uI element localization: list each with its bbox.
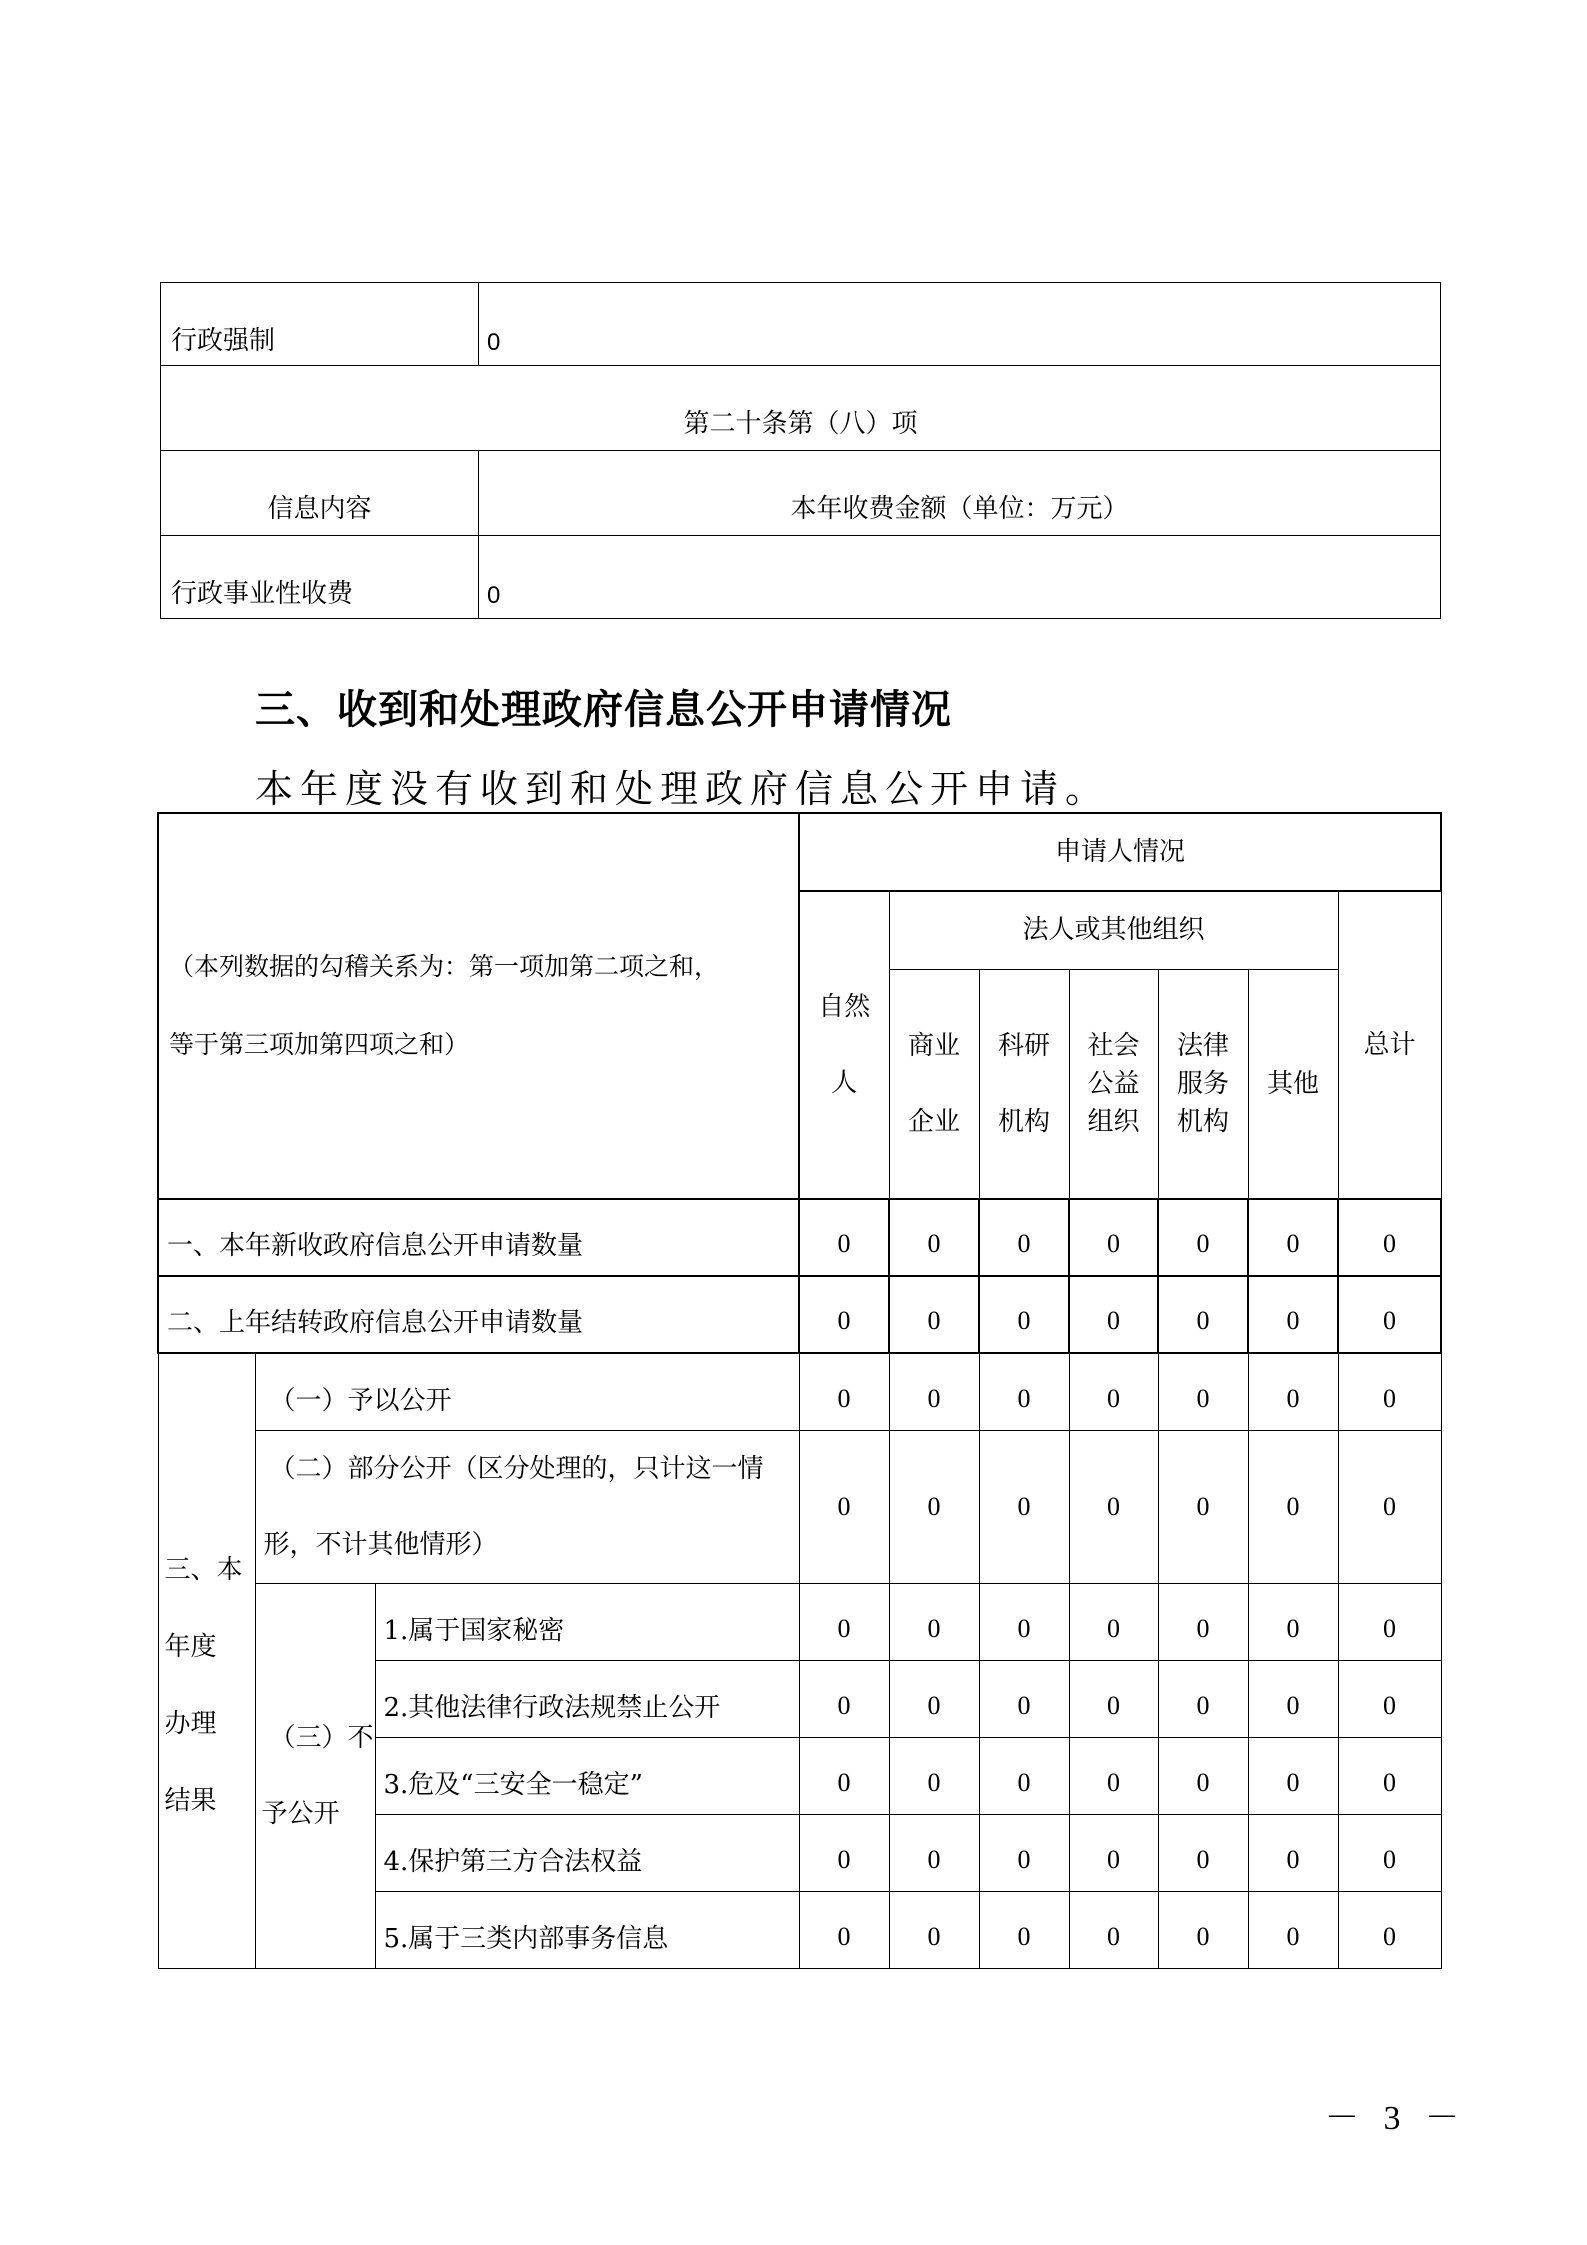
cell-value: 0 (1069, 1353, 1158, 1430)
natural-person-header (799, 891, 889, 1199)
legal-col-business (889, 969, 979, 1199)
section-heading: 三、收到和处理政府信息公开申请情况 (255, 687, 952, 733)
cell-value: 0 (889, 1660, 979, 1737)
note-line-2: 等于第三项加第四项之和） (169, 1030, 470, 1059)
cell-value: 0 (1069, 1583, 1158, 1660)
fee-table (160, 282, 1441, 619)
cell-value: 0 (1158, 1430, 1248, 1583)
cell-value: 0 (979, 1814, 1069, 1891)
row-label: 行政事业性收费 (161, 536, 479, 619)
group-line: （三）不 (269, 1722, 374, 1753)
cell-value: 0 (1158, 1353, 1248, 1430)
header-line: 机构 (998, 1106, 1051, 1137)
cell-value: 0 (979, 1430, 1069, 1583)
header-content: 信息内容 (161, 451, 479, 536)
cell-value: 0 (889, 1276, 979, 1353)
group-line: 办理 (164, 1709, 217, 1739)
cell-value: 0 (1338, 1660, 1441, 1737)
group-line: 三、本 (164, 1555, 243, 1585)
cell-value: 0 (1248, 1583, 1338, 1660)
not-disclosed-group-label (255, 1583, 375, 1968)
table-header-row (161, 451, 1441, 536)
applicant-header: 申请人情况 (799, 813, 1441, 891)
row-label: 4.保护第三方合法权益 (375, 1814, 799, 1891)
cell-value: 0 (1248, 1353, 1338, 1430)
cell-value: 0 (1158, 1276, 1248, 1353)
cell-value: 0 (1069, 1737, 1158, 1814)
cell-value: 0 (799, 1276, 889, 1353)
cell-value: 0 (1248, 1737, 1338, 1814)
note-line-1: （本列数据的勾稽关系为：第一项加第二项之和， (169, 952, 720, 981)
header-line: 机构 (1177, 1106, 1230, 1137)
header-line: 公益 (1087, 1068, 1140, 1099)
cell-value: 0 (1248, 1276, 1338, 1353)
page-number: － 3 － (1325, 2100, 1467, 2137)
header-line: 自然 (818, 992, 871, 1022)
cell-value: 0 (889, 1814, 979, 1891)
cell-value: 0 (1069, 1660, 1158, 1737)
cell-value: 0 (1338, 1199, 1441, 1276)
table-row (158, 1583, 1441, 1660)
header-line: 服务 (1177, 1068, 1230, 1099)
cell-value: 0 (1248, 1199, 1338, 1276)
cell-value: 0 (1248, 1814, 1338, 1891)
row-label: 5.属于三类内部事务信息 (375, 1891, 799, 1968)
total-header: 总计 (1338, 891, 1441, 1199)
row-label: 3.危及“三安全一稳定” (375, 1737, 799, 1814)
cell-value: 0 (889, 1737, 979, 1814)
cell-value: 0 (979, 1660, 1069, 1737)
row-value: 0 (479, 283, 1441, 366)
cell-value: 0 (799, 1660, 889, 1737)
section-summary: 本年度没有收到和处理政府信息公开申请。 (255, 767, 1111, 811)
cell-value: 0 (1248, 1891, 1338, 1968)
cell-value: 0 (979, 1199, 1069, 1276)
cell-value: 0 (799, 1430, 889, 1583)
legal-header: 法人或其他组织 (889, 891, 1338, 969)
row-label: 1.属于国家秘密 (375, 1583, 799, 1660)
legal-col-research (979, 969, 1069, 1199)
cell-value: 0 (889, 1199, 979, 1276)
cell-value: 0 (799, 1353, 889, 1430)
label-line: （二）部分公开（区分处理的，只计这一情 (269, 1453, 764, 1484)
cell-value: 0 (889, 1430, 979, 1583)
cell-value: 0 (1158, 1737, 1248, 1814)
cell-value: 0 (1338, 1814, 1441, 1891)
cell-value: 0 (1248, 1660, 1338, 1737)
row-label: （一）予以公开 (255, 1353, 799, 1430)
cell-value: 0 (889, 1891, 979, 1968)
cell-value: 0 (979, 1737, 1069, 1814)
cell-value: 0 (799, 1737, 889, 1814)
cell-value: 0 (889, 1353, 979, 1430)
cell-value: 0 (1248, 1430, 1338, 1583)
cell-value: 0 (1338, 1430, 1441, 1583)
cell-value: 0 (1338, 1737, 1441, 1814)
row-label: 2.其他法律行政法规禁止公开 (375, 1660, 799, 1737)
row-label: 二、上年结转政府信息公开申请数量 (158, 1276, 799, 1353)
table-row (158, 1199, 1441, 1276)
legal-col-legal-service (1158, 969, 1248, 1199)
cell-value: 0 (1069, 1276, 1158, 1353)
header-line: 社会 (1087, 1030, 1140, 1061)
note-cell (158, 813, 799, 1199)
row-value: 0 (479, 536, 1441, 619)
table-row (161, 536, 1441, 619)
cell-value: 0 (1338, 1353, 1441, 1430)
header-line: 科研 (998, 1030, 1051, 1061)
cell-value: 0 (1158, 1199, 1248, 1276)
legal-col-public-welfare (1069, 969, 1158, 1199)
cell-value: 0 (979, 1583, 1069, 1660)
label-line: 形，不计其他情形） (263, 1529, 498, 1560)
cell-value: 0 (979, 1276, 1069, 1353)
table-row (161, 283, 1441, 366)
header-line: 法律 (1177, 1030, 1230, 1061)
cell-value: 0 (1069, 1891, 1158, 1968)
header-line: 商业 (908, 1030, 961, 1061)
row-label: 一、本年新收政府信息公开申请数量 (158, 1199, 799, 1276)
cell-value: 0 (1338, 1891, 1441, 1968)
cell-value: 0 (799, 1199, 889, 1276)
cell-value: 0 (1338, 1276, 1441, 1353)
legal-col-other: 其他 (1248, 969, 1338, 1199)
table-row (158, 1276, 1441, 1353)
cell-value: 0 (1158, 1814, 1248, 1891)
application-table (157, 812, 1442, 1969)
cell-value: 0 (1069, 1814, 1158, 1891)
cell-value: 0 (1069, 1430, 1158, 1583)
cell-value: 0 (1158, 1891, 1248, 1968)
cell-value: 0 (799, 1583, 889, 1660)
group-line: 予公开 (261, 1798, 340, 1829)
header-line: 组织 (1087, 1106, 1140, 1137)
cell-value: 0 (1158, 1583, 1248, 1660)
header-line: 企业 (908, 1106, 961, 1137)
table-row (158, 1353, 1441, 1430)
cell-value: 0 (979, 1891, 1069, 1968)
header-line: 人 (831, 1068, 858, 1098)
cell-value: 0 (799, 1891, 889, 1968)
group-line: 结果 (164, 1786, 217, 1816)
section-title: 第二十条第（八）项 (161, 366, 1441, 451)
cell-value: 0 (1158, 1660, 1248, 1737)
cell-value: 0 (979, 1353, 1069, 1430)
table-row (161, 366, 1441, 451)
table-row (158, 1430, 1441, 1583)
cell-value: 0 (1069, 1199, 1158, 1276)
cell-value: 0 (799, 1814, 889, 1891)
cell-value: 0 (889, 1583, 979, 1660)
cell-value: 0 (1338, 1583, 1441, 1660)
result-group-label (158, 1353, 255, 1968)
group-line: 年度 (164, 1632, 217, 1662)
header-amount: 本年收费金额（单位：万元） (479, 451, 1441, 536)
row-label: 行政强制 (161, 283, 479, 366)
row-label (255, 1430, 799, 1583)
